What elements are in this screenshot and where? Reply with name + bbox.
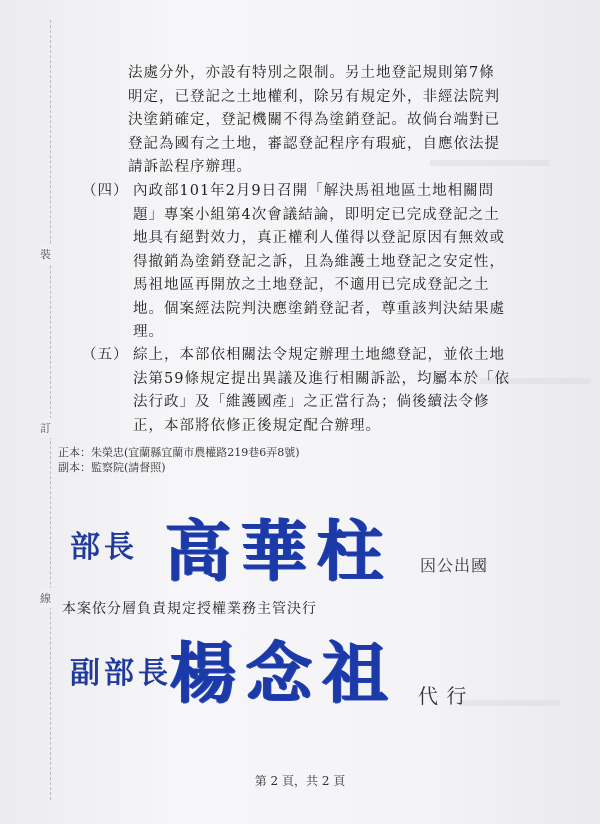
text-line: 法第59條規定提出異議及進行相關訴訟，均屬本於「依 — [133, 370, 510, 387]
text-line: 明定，已登記之土地權利，除另有規定外，非經法院判 — [128, 88, 500, 105]
text-line: 法行政」及「維護國產」之正當行為；倘後續法令修 — [133, 394, 490, 410]
text-line: 理。 — [133, 324, 164, 340]
text-line: 馬祖地區再開放之土地登記，不適用已完成登記之土 — [133, 277, 490, 293]
text-line: 得撤銷為塗銷登記之訴，且為維護土地登記之安定性， — [133, 253, 505, 270]
text-line: 地具有絕對效力，真正權利人僅得以登記原因有無效或 — [133, 230, 505, 246]
delegation-statement: 本案依分層負責規定授權業務主管決行 — [62, 601, 317, 617]
minister-title: 部長 — [70, 530, 138, 565]
text-line: 題」專案小組第4次會議結論，即明定已完成登記之土 — [133, 206, 500, 223]
minister-status-stamp: 因公出國 — [420, 556, 489, 575]
binding-mark-xian: 線 — [40, 588, 51, 608]
deputy-minister-signature: 楊念祖 — [170, 634, 398, 712]
minister-signature: 高華柱 — [165, 512, 393, 590]
binding-mark-ding: 訂 — [40, 418, 51, 438]
show-through-mark — [460, 700, 560, 706]
text-line: 登記為國有之土地，審認登記程序有瑕疵，自應依法提 — [128, 135, 500, 152]
item-5-text — [133, 344, 510, 438]
distribution-copy: 副本：監察院(請督照) — [58, 461, 166, 474]
binding-line — [50, 20, 51, 800]
acting-stamp: 代 行 — [418, 684, 468, 708]
text-line: 地。個案經法院判決應塗銷登記者，尊重該判決結果處 — [133, 300, 505, 317]
item-5-label: （五） — [82, 347, 129, 363]
text-line: 正，本部將依修正後規定配合辦理。 — [133, 417, 381, 434]
item-4-text — [133, 180, 505, 345]
paragraph-continuation — [128, 62, 500, 180]
text-line: 決塗銷確定，登記機關不得為塗銷登記。故倘台端對已 — [128, 112, 500, 128]
text-line: 內政部101年2月9日召開「解決馬祖地區土地相關問 — [133, 183, 495, 199]
distribution-main: 正本：朱榮忠(宜蘭縣宜蘭市農權路219巷6弄8號) — [58, 446, 300, 459]
text-line: 請訴訟程序辦理。 — [128, 159, 252, 175]
text-line: 綜上，本部依相關法令規定辦理土地總登記，並依土地 — [133, 347, 505, 363]
deputy-minister-title: 副部長 — [70, 656, 172, 691]
binding-mark-zhuang: 裝 — [40, 244, 51, 264]
item-4-label: （四） — [82, 183, 129, 199]
page-number: 第 2 頁，共 2 頁 — [254, 774, 346, 788]
text-line: 法處分外，亦設有特別之限制。另土地登記規則第7條 — [128, 65, 495, 81]
